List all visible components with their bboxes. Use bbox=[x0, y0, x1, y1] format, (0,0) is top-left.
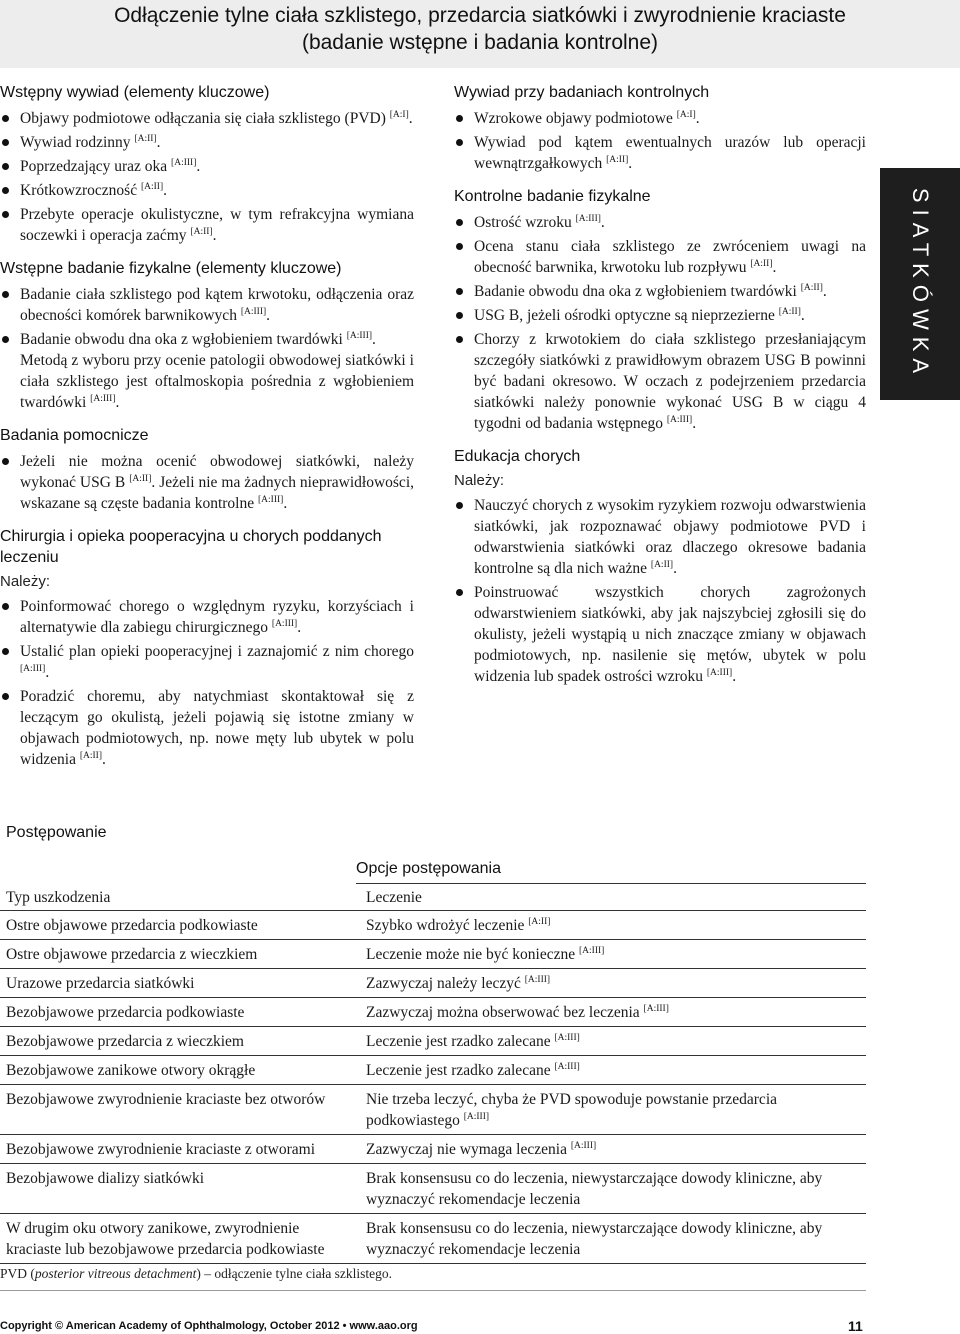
list-item: Krótkowzroczność [A:II]. bbox=[0, 180, 414, 201]
section-heading: Wstępne badanie fizykalne (elementy kluczowe) bbox=[0, 260, 342, 277]
column-header-type: Typ uszkodzenia bbox=[0, 885, 354, 911]
section-heading: Wstępny wywiad (elementy kluczowe) bbox=[0, 84, 270, 101]
options-heading: Opcje postępowania bbox=[356, 860, 501, 877]
section-tab bbox=[880, 168, 960, 400]
initial-exam-section bbox=[0, 258, 414, 413]
section-heading: Kontrolne badanie fizykalne bbox=[454, 188, 651, 205]
list-item: Poinformować chorego o względnym ryzyku, korzyściach i alternatywie dla zabiegu chirurgicznego [A:III]. bbox=[0, 596, 414, 638]
table-row bbox=[0, 1135, 866, 1164]
section-intro: Należy: bbox=[454, 472, 505, 489]
list-item: Poprzedzający uraz oka [A:III]. bbox=[0, 156, 414, 177]
section-heading: Badania pomocnicze bbox=[0, 427, 149, 444]
list-item: Poradzić choremu, aby natychmiast skontaktował się z leczącym go okulistą, jeżeli pojawią się istotne zmiany w objawach podmiotowych, np. nowe męty lub ubytek w polu widzenia [A:II]. bbox=[0, 686, 414, 770]
list-item: Poinstruować wszystkich chorych zagrożonych odwarstwieniem siatkówki, aby jak najszybciej zgłosili się do okulisty, jeżeli wystąpią u nich znaczące zmiany w objawach podmiotowych, np. nasilenie się mętów, ubytek w polu widzenia lub spadek ostrości wzroku [A:III]. bbox=[454, 582, 866, 687]
list-item: Wzrokowe objawy podmiotowe [A:I]. bbox=[454, 108, 866, 129]
table-cell: Brak konsensusu co do leczenia, niewystarczające dowody kliniczne, aby wyznaczyć rekomendacje leczenia bbox=[354, 1214, 866, 1264]
column-header-treatment: Leczenie bbox=[354, 885, 866, 911]
copyright-text: Copyright © American Academy of Ophthalmology, October 2012 • www.aao.org bbox=[0, 1320, 418, 1332]
list-item: Przebyte operacje okulistyczne, w tym refrakcyjna wymiana soczewki i operacja zaćmy [A:II]. bbox=[0, 204, 414, 246]
right-column bbox=[454, 82, 866, 699]
list-item: USG B, jeżeli ośrodki optyczne są nieprzezierne [A:II]. bbox=[454, 305, 866, 326]
table-row bbox=[0, 1056, 866, 1085]
list-item: Ocena stanu ciała szklistego ze zwróceniem uwagi na obecność barwnika, krwotoku lub rozpływu [A:II]. bbox=[454, 236, 866, 278]
table-row bbox=[0, 1027, 866, 1056]
followup-history-section bbox=[454, 82, 866, 174]
surgery-care-section bbox=[0, 526, 414, 770]
bullet-list bbox=[0, 108, 414, 246]
footer-divider bbox=[0, 1290, 866, 1291]
table-cell: Ostre objawowe przedarcia z wieczkiem bbox=[0, 940, 354, 969]
footnote: PVD (posterior vitreous detachment) – odłączenie tylne ciała szklistego. bbox=[0, 1266, 393, 1281]
page-title: Odłączenie tylne ciała szklistego, przedarcia siatkówki i zwyrodnienie kraciaste bbox=[114, 4, 846, 27]
list-item: Nauczyć chorych z wysokim ryzykiem rozwoju odwarstwienia siatkówki, jak rozpoznawać objawy podmiotowe PVD i odwarstwienia siatkówki oraz dlaczego okresowe badania kontrolne są dla nich ważne [A:II]. bbox=[454, 495, 866, 579]
followup-exam-section bbox=[454, 186, 866, 434]
table-row bbox=[0, 940, 866, 969]
table-cell: Bezobjawowe zanikowe otwory okrągłe bbox=[0, 1056, 354, 1085]
table-row bbox=[0, 911, 866, 940]
table-cell: Leczenie jest rzadko zalecane [A:III] bbox=[354, 1027, 866, 1056]
table-cell: Bezobjawowe zwyrodnienie kraciaste bez otworów bbox=[0, 1085, 354, 1135]
table-row bbox=[0, 969, 866, 998]
table-row bbox=[0, 1214, 866, 1264]
list-item: Ostrość wzroku [A:III]. bbox=[454, 212, 866, 233]
page-number: 11 bbox=[848, 1318, 863, 1334]
list-item: Badanie ciała szklistego pod kątem krwotoku, odłączenia oraz obecności komórek barwnikowych [A:III]. bbox=[0, 284, 414, 326]
bullet-list bbox=[454, 212, 866, 434]
bullet-list bbox=[454, 495, 866, 687]
management-heading: Postępowanie bbox=[6, 824, 107, 841]
bullet-list bbox=[0, 596, 414, 770]
list-item: Wywiad pod kątem ewentualnych urazów lub operacji wewnątrzgałkowych [A:II]. bbox=[454, 132, 866, 174]
list-item: Jeżeli nie można ocenić obwodowej siatkówki, należy wykonać USG B [A:II]. Jeżeli nie ma żadnych nieprawidłowości, wskazane są częste badania kontrolne [A:III]. bbox=[0, 451, 414, 514]
table-cell: Bezobjawowe zwyrodnienie kraciaste z otworami bbox=[0, 1135, 354, 1164]
patient-education-section bbox=[454, 446, 866, 687]
left-column bbox=[0, 82, 414, 782]
ancillary-tests-section bbox=[0, 425, 414, 514]
list-item: Badanie obwodu dna oka z wgłobieniem twardówki [A:III]. Metodą z wyboru przy ocenie patologii obwodowej siatkówki i ciała szklistego jest oftalmoskopia pośrednia z wgłobieniem twardówki [A:III]. bbox=[0, 329, 414, 413]
section-heading: Wywiad przy badaniach kontrolnych bbox=[454, 84, 710, 101]
table-cell: Szybko wdrożyć leczenie [A:II] bbox=[354, 911, 866, 940]
bullet-list bbox=[0, 451, 414, 514]
page-subtitle: (badanie wstępne i badania kontrolne) bbox=[301, 31, 659, 54]
table-cell: Bezobjawowe przedarcia z wieczkiem bbox=[0, 1027, 354, 1056]
section-intro: Należy: bbox=[0, 573, 51, 590]
list-item: Objawy podmiotowe odłączania się ciała szklistego (PVD) [A:I]. bbox=[0, 108, 414, 129]
list-item: Ustalić plan opieki pooperacyjnej i zaznajomić z nim chorego [A:III]. bbox=[0, 641, 414, 683]
table-row bbox=[0, 1085, 866, 1135]
table-cell: Bezobjawowe dializy siatkówki bbox=[0, 1164, 354, 1214]
bullet-list bbox=[0, 284, 414, 413]
table-cell: Zazwyczaj nie wymaga leczenia [A:III] bbox=[354, 1135, 866, 1164]
table-row bbox=[0, 1164, 866, 1214]
divider bbox=[356, 883, 866, 884]
list-item: Wywiad rodzinny [A:II]. bbox=[0, 132, 414, 153]
table-cell: Brak konsensusu co do leczenia, niewystarczające dowody kliniczne, aby wyznaczyć rekomendacje leczenia bbox=[354, 1164, 866, 1214]
table-cell: Leczenie jest rzadko zalecane [A:III] bbox=[354, 1056, 866, 1085]
table-cell: Zazwyczaj należy leczyć [A:III] bbox=[354, 969, 866, 998]
section-heading: Chirurgia i opieka pooperacyjna u chorych poddanych leczeniu bbox=[0, 528, 382, 566]
management-table bbox=[0, 885, 866, 1264]
list-item: Chorzy z krwotokiem do ciała szklistego przesłaniającym szczegóły siatkówki z prawidłowym obrazem USG B powinni być badani okresowo. W oczach z podejrzeniem przedarcia siatkówki należy ponownie wykonać USG B w ciągu 4 tygodni od badania wstępnego [A:III]. bbox=[454, 329, 866, 434]
page-header bbox=[0, 0, 960, 68]
table-cell: Zazwyczaj można obserwować bez leczenia [A:III] bbox=[354, 998, 866, 1027]
table-cell: Ostre objawowe przedarcia podkowiaste bbox=[0, 911, 354, 940]
list-item: Badanie obwodu dna oka z wgłobieniem twardówki [A:II]. bbox=[454, 281, 866, 302]
table-cell: Nie trzeba leczyć, chyba że PVD spowoduje powstanie przedarcia podkowiastego [A:III] bbox=[354, 1085, 866, 1135]
bullet-list bbox=[454, 108, 866, 174]
table-cell: Bezobjawowe przedarcia podkowiaste bbox=[0, 998, 354, 1027]
section-heading: Edukacja chorych bbox=[454, 448, 581, 465]
table-cell: Urazowe przedarcia siatkówki bbox=[0, 969, 354, 998]
table-cell: W drugim oku otwory zanikowe, zwyrodnienie kraciaste lub bezobjawowe przedarcia podkowiaste bbox=[0, 1214, 354, 1264]
initial-history-section bbox=[0, 82, 414, 246]
table-cell: Leczenie może nie być konieczne [A:III] bbox=[354, 940, 866, 969]
table-row bbox=[0, 998, 866, 1027]
table-header-row bbox=[0, 885, 866, 911]
section-tab-label: SIATKÓWKA bbox=[908, 187, 933, 381]
